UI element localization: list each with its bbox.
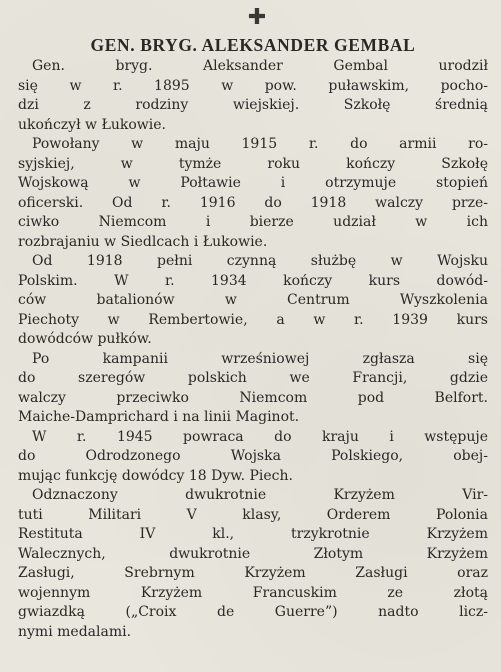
article-title: GEN. BRYG. ALEKSANDER GEMBAL xyxy=(90,35,416,55)
text-line: dzi z rodziny wiejskiej. Szkołę średnią xyxy=(18,97,488,113)
paragraph-return xyxy=(18,428,488,487)
text-line: Gen. bryg. Aleksander Gembal urodził xyxy=(32,58,488,74)
text-line: ców batalionów w Centrum Wyszkolenia xyxy=(18,292,488,308)
text-line: nymi medalami. xyxy=(18,623,132,640)
paragraph-polish-army xyxy=(18,252,488,350)
paragraph-russian-army xyxy=(18,135,488,252)
text-line: Walecznych, dwukrotnie Złotym Krzyżem xyxy=(18,545,488,562)
text-line: syjskiej, w tymże roku kończy Szkołę xyxy=(18,155,488,172)
text-line: do szeregów polskich we Francji, gdzie xyxy=(18,370,488,386)
text-line: Odznaczony dwukrotnie Krzyżem Vir- xyxy=(32,487,488,503)
text-line: ukończył w Łukowie. xyxy=(18,116,166,133)
text-line: Wojskową w Połtawie i otrzymuje stopień xyxy=(18,175,488,191)
text-line: walczy przeciwko Niemcom pod Belfort. xyxy=(18,389,488,406)
text-line: Piechoty w Rembertowie, a w r. 1939 kurs xyxy=(18,311,488,328)
text-line: Od 1918 pełni czynną służbę w Wojsku xyxy=(32,253,488,269)
text-line: Zasługi, Srebrnym Krzyżem Zasługi oraz xyxy=(18,565,488,581)
text-line: Restituta IV kl., trzykrotnie Krzyżem xyxy=(18,526,488,542)
text-line: gwiazdką („Croix de Guerre”) nadto licz- xyxy=(18,604,488,620)
text-line: oficerski. Od r. 1916 do 1918 walczy prze- xyxy=(18,194,488,211)
text-line: W r. 1945 powraca do kraju i wstępuje xyxy=(32,428,488,445)
text-line: Maiche-Damprichard i na linii Maginot. xyxy=(18,409,300,425)
text-line: się w r. 1895 w pow. puławskim, pocho- xyxy=(18,77,488,94)
text-line: tuti Militari V klasy, Orderem Polonia xyxy=(18,506,488,523)
text-line: rozbrajaniu w Siedlcach i Łukowie. xyxy=(18,233,268,250)
text-line: do Odrodzonego Wojska Polskiego, obej- xyxy=(18,448,488,464)
text-line: mując funkcję dowódcy 18 Dyw. Piech. xyxy=(18,467,293,484)
cross-ornament-icon: ✚ xyxy=(247,5,267,30)
text-line: ciwko Niemcom i bierze udział w ich xyxy=(18,214,488,230)
text-line: Po kampanii wrześniowej zgłasza się xyxy=(32,350,488,367)
text-line: Polskim. W r. 1934 kończy kurs dowód- xyxy=(18,272,488,289)
paragraph-decorations xyxy=(18,486,488,642)
text-line: Powołany w maju 1915 r. do armii ro- xyxy=(32,136,488,152)
paragraph-birth xyxy=(18,57,488,135)
text-line: wojennym Krzyżem Francuskim ze złotą xyxy=(18,584,488,601)
paragraph-france xyxy=(18,350,488,428)
article-body xyxy=(18,57,488,642)
text-line: dowódców pułków. xyxy=(18,331,152,347)
